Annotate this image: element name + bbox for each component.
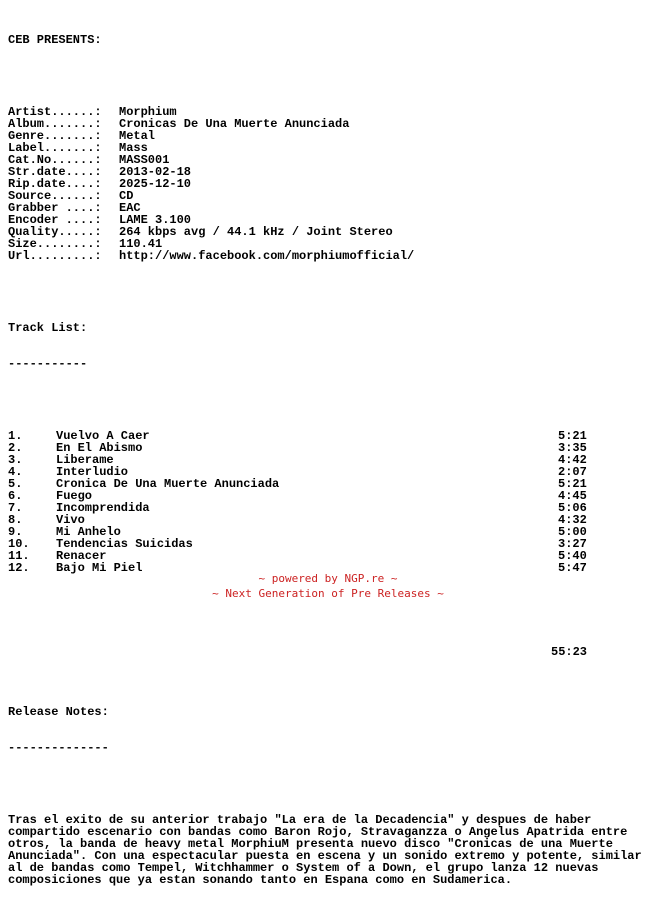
info-label: Url.........: bbox=[8, 249, 102, 263]
track-length: 5:00 bbox=[558, 525, 587, 539]
track-number: 4. bbox=[8, 465, 23, 479]
track-title: Incomprendida bbox=[56, 501, 150, 515]
info-row bbox=[8, 250, 650, 262]
info-value: Mass bbox=[119, 141, 148, 155]
info-value: EAC bbox=[119, 201, 141, 215]
info-label: Encoder ....: bbox=[8, 213, 102, 227]
info-label: Quality.....: bbox=[8, 225, 102, 239]
track-length: 4:32 bbox=[558, 513, 587, 527]
track-length: 3:35 bbox=[558, 441, 587, 455]
track-length: 5:40 bbox=[558, 549, 587, 563]
info-label: Label.......: bbox=[8, 141, 102, 155]
info-row bbox=[8, 166, 650, 178]
release-notes-text: Tras el exito de su anterior trabajo "La era de la Decadencia" y despues de haber compartido escenario con bandas como Baron Rojo, Stravaganzza o Angelus Apatrida entre otros, la banda de heavy metal MorphiuM presenta nuevo disco "Cronicas de una Muerte Anunciada". Con una espectacular puesta en escena y un sonido extremo y potente, similar al de bandas como Tempel, Witchhammer o System of a Down, el grupo lanza 12 nuevas composiciones que ya estan sonando tanto en Espana como en Sudamerica. bbox=[8, 813, 649, 887]
track-length: 2:07 bbox=[558, 465, 587, 479]
info-value: 110.41 bbox=[119, 237, 163, 251]
release-notes-heading: Release Notes: bbox=[8, 705, 109, 719]
track-row bbox=[8, 502, 650, 514]
track-number: 5. bbox=[8, 477, 23, 491]
track-length: 5:47 bbox=[558, 561, 587, 575]
track-number: 6. bbox=[8, 489, 23, 503]
track-title: Renacer bbox=[56, 549, 107, 563]
track-number: 11. bbox=[8, 549, 30, 563]
track-title: Vivo bbox=[56, 513, 85, 527]
info-label: Grabber ....: bbox=[8, 201, 102, 215]
info-value: LAME 3.100 bbox=[119, 213, 192, 227]
info-label: Genre.......: bbox=[8, 129, 102, 143]
track-row bbox=[8, 478, 650, 490]
footer-powered-by: ~ powered by NGP.re ~ bbox=[258, 572, 398, 585]
footer-tagline: ~ Next Generation of Pre Releases ~ bbox=[212, 587, 444, 600]
track-list bbox=[8, 430, 650, 574]
track-length: 4:42 bbox=[558, 453, 587, 467]
info-row bbox=[8, 190, 650, 202]
info-value: 2013-02-18 bbox=[119, 165, 192, 179]
track-length: 5:21 bbox=[558, 429, 587, 443]
info-label: Cat.No......: bbox=[8, 153, 102, 167]
blank-line bbox=[8, 394, 650, 406]
track-title: Mi Anhelo bbox=[56, 525, 121, 539]
info-value: Metal bbox=[119, 129, 156, 143]
total-row bbox=[8, 634, 650, 659]
info-row bbox=[8, 178, 650, 190]
track-title: Tendencias Suicidas bbox=[56, 537, 193, 551]
info-label: Size........: bbox=[8, 237, 102, 251]
track-number: 7. bbox=[8, 501, 23, 515]
info-row bbox=[8, 226, 650, 238]
info-label: Str.date....: bbox=[8, 165, 102, 179]
release-notes bbox=[8, 814, 650, 886]
track-title: Vuelvo A Caer bbox=[56, 429, 150, 443]
info-row bbox=[8, 118, 650, 130]
track-length: 4:45 bbox=[558, 489, 587, 503]
blank-line bbox=[8, 670, 650, 682]
release-info bbox=[8, 106, 650, 262]
info-row bbox=[8, 130, 650, 142]
info-value: 264 kbps avg / 44.1 kHz / Joint Stereo bbox=[119, 225, 393, 239]
info-row bbox=[8, 202, 650, 214]
track-number: 1. bbox=[8, 429, 23, 443]
nfo-document bbox=[8, 10, 650, 898]
release-notes-underline: -------------- bbox=[8, 741, 109, 755]
footer bbox=[0, 571, 656, 601]
track-title: Interludio bbox=[56, 465, 129, 479]
track-length: 5:06 bbox=[558, 501, 587, 515]
track-number: 3. bbox=[8, 453, 23, 467]
tracklist-underline: ----------- bbox=[8, 357, 88, 371]
info-value: http://www.facebook.com/morphiumofficial/ bbox=[119, 249, 415, 263]
track-number: 12. bbox=[8, 561, 30, 575]
info-value: Morphium bbox=[119, 105, 177, 119]
tracklist-heading: Track List: bbox=[8, 321, 88, 335]
track-title: Liberame bbox=[56, 453, 114, 467]
track-title: En El Abismo bbox=[56, 441, 143, 455]
blank-line bbox=[8, 70, 650, 82]
track-number: 8. bbox=[8, 513, 23, 527]
info-row bbox=[8, 142, 650, 154]
track-number: 2. bbox=[8, 441, 23, 455]
info-value: CD bbox=[119, 189, 134, 203]
info-value: Cronicas De Una Muerte Anunciada bbox=[119, 117, 350, 131]
track-length: 3:27 bbox=[558, 537, 587, 551]
blank-line bbox=[8, 778, 650, 790]
track-title: Bajo Mi Piel bbox=[56, 561, 143, 575]
track-title: Fuego bbox=[56, 489, 93, 503]
track-number: 10. bbox=[8, 537, 30, 551]
info-label: Album.......: bbox=[8, 117, 102, 131]
info-value: 2025-12-10 bbox=[119, 177, 192, 191]
header-title: CEB PRESENTS: bbox=[8, 33, 102, 47]
info-value: MASS001 bbox=[119, 153, 170, 167]
blank-line bbox=[8, 286, 650, 298]
info-label: Artist......: bbox=[8, 105, 102, 119]
total-length: 55:23 bbox=[551, 645, 588, 659]
track-length: 5:21 bbox=[558, 477, 587, 491]
info-row bbox=[8, 154, 650, 166]
info-label: Source......: bbox=[8, 189, 102, 203]
track-number: 9. bbox=[8, 525, 23, 539]
track-title: Cronica De Una Muerte Anunciada bbox=[56, 477, 280, 491]
info-label: Rip.date....: bbox=[8, 177, 102, 191]
